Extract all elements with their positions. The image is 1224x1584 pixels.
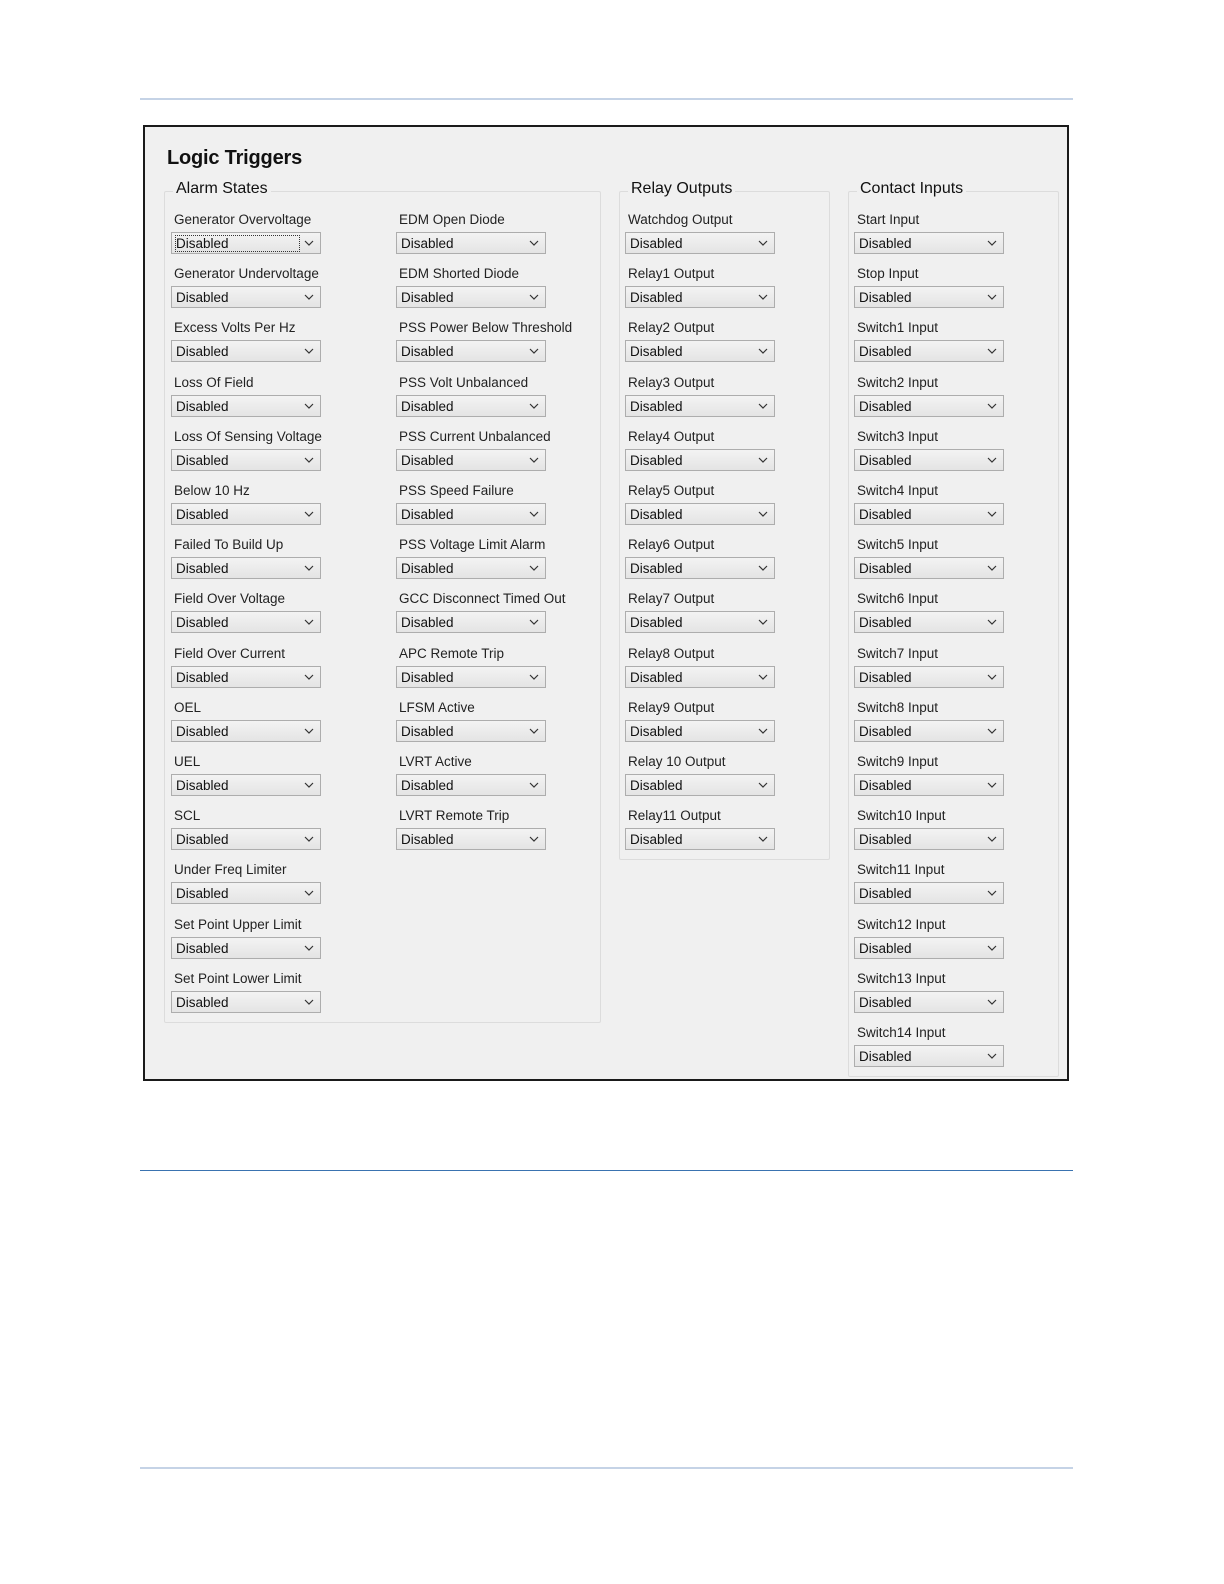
alarm-states-title: Alarm States	[173, 180, 271, 198]
field-generator-undervoltage	[174, 266, 404, 320]
relay1-output-dropdown[interactable]	[625, 286, 775, 308]
chevron-down-icon[interactable]	[529, 617, 539, 627]
dropdown-value: Disabled	[176, 561, 229, 577]
chevron-down-icon[interactable]	[987, 672, 997, 682]
dropdown-value: Disabled	[176, 669, 229, 685]
dropdown-value: Disabled	[176, 236, 299, 251]
chevron-down-icon[interactable]	[758, 834, 768, 844]
switch11-input-dropdown[interactable]	[854, 882, 1004, 904]
chevron-down-icon[interactable]	[987, 292, 997, 302]
field-relay9-output	[628, 700, 858, 754]
dropdown-value: Disabled	[176, 290, 229, 306]
contact-inputs-group	[848, 180, 1059, 1077]
field-pss-speed-failure	[399, 483, 629, 537]
field-relay-10-output	[628, 754, 858, 808]
dropdown-value: Disabled	[401, 669, 454, 685]
edm-shorted-diode-dropdown[interactable]	[396, 286, 546, 308]
field-label: Field Over Voltage	[174, 591, 286, 607]
chevron-down-icon[interactable]	[758, 455, 768, 465]
field-label: Switch11 Input	[857, 862, 945, 878]
pss-power-below-threshold-dropdown[interactable]	[396, 340, 546, 362]
field-label: Relay1 Output	[628, 266, 715, 282]
field-pss-power-below-threshold	[399, 320, 629, 374]
field-label: LVRT Remote Trip	[399, 808, 510, 824]
field-switch1-input	[857, 320, 1087, 374]
dropdown-value: Disabled	[859, 940, 912, 956]
chevron-down-icon[interactable]	[987, 997, 997, 1007]
field-label: Switch12 Input	[857, 916, 946, 932]
chevron-down-icon[interactable]	[529, 238, 539, 248]
switch5-input-dropdown[interactable]	[854, 557, 1004, 579]
field-label: Generator Overvoltage	[174, 212, 312, 227]
chevron-down-icon[interactable]	[758, 672, 768, 682]
field-label: Relay5 Output	[628, 483, 715, 498]
chevron-down-icon[interactable]	[987, 455, 997, 465]
dropdown-value: Disabled	[859, 832, 912, 848]
chevron-down-icon[interactable]	[529, 563, 539, 573]
pss-current-unbalanced-dropdown[interactable]	[396, 449, 546, 471]
dropdown-value: Disabled	[630, 723, 683, 739]
window-title: Logic Triggers	[167, 147, 303, 169]
under-freq-limiter-dropdown[interactable]	[171, 882, 321, 904]
relay-10-output-dropdown[interactable]	[625, 774, 775, 796]
uel-dropdown[interactable]	[171, 774, 321, 796]
switch2-input-dropdown[interactable]	[854, 395, 1004, 417]
field-label: Relay4 Output	[628, 428, 715, 444]
chevron-down-icon[interactable]	[758, 346, 768, 356]
dropdown-value: Disabled	[176, 994, 229, 1010]
chevron-down-icon[interactable]	[304, 292, 314, 302]
field-label: Under Freq Limiter	[174, 862, 287, 878]
dropdown-value: Disabled	[859, 1049, 912, 1064]
field-label: PSS Current Unbalanced	[399, 428, 551, 444]
chevron-down-icon[interactable]	[304, 455, 314, 465]
field-label: Switch14 Input	[857, 1025, 946, 1040]
field-label: Switch13 Input	[857, 970, 946, 986]
dropdown-value: Disabled	[630, 832, 683, 848]
field-label: Relay 10 Output	[628, 754, 726, 769]
dropdown-value: Disabled	[630, 507, 683, 522]
field-label: Failed To Build Up	[174, 537, 284, 553]
chevron-down-icon[interactable]	[304, 617, 314, 627]
field-watchdog-output	[628, 212, 858, 266]
generator-overvoltage-dropdown[interactable]	[171, 232, 321, 254]
field-label: Below 10 Hz	[174, 483, 250, 498]
chevron-down-icon[interactable]	[987, 888, 997, 898]
relay9-output-dropdown[interactable]	[625, 720, 775, 742]
field-edm-shorted-diode	[399, 266, 629, 320]
dropdown-value: Disabled	[859, 561, 912, 577]
field-label: Relay8 Output	[628, 645, 715, 661]
field-lvrt-active	[399, 754, 629, 808]
dropdown-value: Disabled	[630, 778, 683, 793]
field-below-10-hz	[174, 483, 404, 537]
field-excess-volts-per-hz	[174, 320, 404, 374]
dropdown-value: Disabled	[176, 723, 229, 739]
dropdown-value: Disabled	[176, 778, 229, 793]
switch8-input-dropdown[interactable]	[854, 720, 1004, 742]
field-scl	[174, 808, 404, 862]
field-gcc-disconnect-timed-out	[399, 591, 629, 645]
field-label: Switch8 Input	[857, 699, 939, 715]
dropdown-value: Disabled	[401, 344, 454, 360]
field-label: Relay6 Output	[628, 537, 715, 553]
set-point-upper-limit-dropdown[interactable]	[171, 937, 321, 959]
dropdown-value: Disabled	[630, 561, 683, 577]
dropdown-value: Disabled	[859, 778, 912, 793]
field-field-over-voltage	[174, 591, 404, 645]
field-label: Relay2 Output	[628, 320, 715, 336]
dropdown-value: Disabled	[176, 832, 229, 848]
field-switch3-input	[857, 429, 1087, 483]
chevron-down-icon[interactable]	[758, 726, 768, 736]
field-switch7-input	[857, 646, 1087, 700]
field-label: Switch10 Input	[857, 808, 946, 824]
header-rule	[140, 98, 1073, 100]
dropdown-value: Disabled	[859, 723, 912, 739]
switch13-input-dropdown[interactable]	[854, 991, 1004, 1013]
dropdown-value: Disabled	[176, 344, 229, 360]
dropdown-value: Disabled	[859, 398, 912, 414]
field-over-voltage-dropdown[interactable]	[171, 611, 321, 633]
field-label: Stop Input	[857, 266, 919, 282]
dropdown-value: Disabled	[401, 778, 454, 793]
field-label: GCC Disconnect Timed Out	[399, 591, 566, 607]
field-label: Relay11 Output	[628, 808, 721, 824]
below-10-hz-dropdown[interactable]	[171, 503, 321, 525]
dropdown-value: Disabled	[859, 236, 912, 251]
field-relay2-output	[628, 320, 858, 374]
field-label: SCL	[174, 808, 201, 824]
lvrt-remote-trip-dropdown[interactable]	[396, 828, 546, 850]
field-relay4-output	[628, 429, 858, 483]
field-switch8-input	[857, 700, 1087, 754]
excess-volts-per-hz-dropdown[interactable]	[171, 340, 321, 362]
dropdown-value: Disabled	[176, 886, 229, 902]
chevron-down-icon[interactable]	[529, 509, 539, 519]
field-generator-overvoltage	[174, 212, 404, 266]
field-label: EDM Shorted Diode	[399, 266, 520, 282]
relay-outputs-title: Relay Outputs	[628, 180, 735, 198]
section-rule	[140, 1170, 1073, 1171]
gcc-disconnect-timed-out-dropdown[interactable]	[396, 611, 546, 633]
chevron-down-icon[interactable]	[987, 346, 997, 356]
field-label: Generator Undervoltage	[174, 266, 319, 282]
field-loss-of-sensing-voltage	[174, 429, 404, 483]
chevron-down-icon[interactable]	[304, 509, 314, 519]
field-oel	[174, 700, 404, 754]
field-relay8-output	[628, 646, 858, 700]
field-relay1-output	[628, 266, 858, 320]
dropdown-value: Disabled	[401, 723, 454, 739]
switch4-input-dropdown[interactable]	[854, 503, 1004, 525]
field-under-freq-limiter	[174, 862, 404, 916]
lvrt-active-dropdown[interactable]	[396, 774, 546, 796]
chevron-down-icon[interactable]	[758, 238, 768, 248]
pss-volt-unbalanced-dropdown[interactable]	[396, 395, 546, 417]
field-lvrt-remote-trip	[399, 808, 629, 862]
relay-outputs-group	[619, 180, 830, 860]
field-switch12-input	[857, 917, 1087, 971]
chevron-down-icon[interactable]	[304, 943, 314, 953]
switch7-input-dropdown[interactable]	[854, 666, 1004, 688]
field-label: Set Point Lower Limit	[174, 970, 302, 986]
dropdown-value: Disabled	[859, 507, 912, 522]
field-relay7-output	[628, 591, 858, 645]
dropdown-value: Disabled	[630, 398, 683, 414]
field-set-point-upper-limit	[174, 917, 404, 971]
dropdown-value: Disabled	[859, 290, 912, 306]
field-switch10-input	[857, 808, 1087, 862]
dropdown-value: Disabled	[401, 832, 454, 848]
field-label: PSS Speed Failure	[399, 483, 514, 498]
field-label: OEL	[174, 699, 202, 715]
dropdown-value: Disabled	[630, 344, 683, 360]
field-label: PSS Voltage Limit Alarm	[399, 537, 546, 553]
dropdown-value: Disabled	[630, 290, 683, 306]
field-label: Relay9 Output	[628, 699, 715, 715]
contact-inputs-title: Contact Inputs	[857, 180, 966, 198]
dropdown-value: Disabled	[859, 669, 912, 685]
chevron-down-icon[interactable]	[987, 238, 997, 248]
field-switch13-input	[857, 971, 1087, 1025]
field-relay5-output	[628, 483, 858, 537]
loss-of-sensing-voltage-dropdown[interactable]	[171, 449, 321, 471]
watchdog-output-dropdown[interactable]	[625, 232, 775, 254]
switch14-input-dropdown[interactable]	[854, 1045, 1004, 1067]
relay5-output-dropdown[interactable]	[625, 503, 775, 525]
chevron-down-icon[interactable]	[529, 834, 539, 844]
dropdown-value: Disabled	[630, 236, 683, 251]
chevron-down-icon[interactable]	[304, 401, 314, 411]
field-label: Switch3 Input	[857, 428, 939, 444]
field-switch5-input	[857, 537, 1087, 591]
field-label: Excess Volts Per Hz	[174, 320, 296, 336]
field-label: Relay3 Output	[628, 374, 715, 390]
footer-rule	[140, 1467, 1073, 1469]
field-switch11-input	[857, 862, 1087, 916]
field-label: UEL	[174, 754, 201, 769]
dropdown-value: Disabled	[630, 452, 683, 468]
loss-of-field-dropdown[interactable]	[171, 395, 321, 417]
field-label: Loss Of Field	[174, 374, 254, 390]
switch3-input-dropdown[interactable]	[854, 449, 1004, 471]
relay3-output-dropdown[interactable]	[625, 395, 775, 417]
field-lfsm-active	[399, 700, 629, 754]
chevron-down-icon[interactable]	[987, 1051, 997, 1061]
field-pss-voltage-limit-alarm	[399, 537, 629, 591]
chevron-down-icon[interactable]	[304, 563, 314, 573]
field-label: Switch5 Input	[857, 537, 939, 553]
dropdown-value: Disabled	[859, 344, 912, 360]
field-apc-remote-trip	[399, 646, 629, 700]
chevron-down-icon[interactable]	[304, 726, 314, 736]
generator-undervoltage-dropdown[interactable]	[171, 286, 321, 308]
chevron-down-icon[interactable]	[304, 997, 314, 1007]
field-label: Watchdog Output	[628, 212, 733, 227]
field-start-input	[857, 212, 1087, 266]
relay4-output-dropdown[interactable]	[625, 449, 775, 471]
field-switch6-input	[857, 591, 1087, 645]
field-stop-input	[857, 266, 1087, 320]
chevron-down-icon[interactable]	[304, 238, 314, 248]
dropdown-value: Disabled	[401, 452, 454, 468]
field-over-current-dropdown[interactable]	[171, 666, 321, 688]
field-set-point-lower-limit	[174, 971, 404, 1025]
field-label: Switch6 Input	[857, 591, 939, 607]
chevron-down-icon[interactable]	[304, 780, 314, 790]
dropdown-value: Disabled	[176, 940, 229, 956]
field-switch4-input	[857, 483, 1087, 537]
chevron-down-icon[interactable]	[529, 292, 539, 302]
dropdown-value: Disabled	[630, 669, 683, 685]
chevron-down-icon[interactable]	[758, 292, 768, 302]
chevron-down-icon[interactable]	[529, 672, 539, 682]
chevron-down-icon[interactable]	[987, 401, 997, 411]
field-label: Switch1 Input	[857, 320, 939, 336]
chevron-down-icon[interactable]	[987, 726, 997, 736]
alarm-states-group	[164, 180, 601, 1023]
dropdown-value: Disabled	[401, 561, 454, 577]
field-relay11-output	[628, 808, 858, 862]
chevron-down-icon[interactable]	[987, 563, 997, 573]
chevron-down-icon[interactable]	[529, 346, 539, 356]
field-label: PSS Power Below Threshold	[399, 320, 573, 336]
dropdown-value: Disabled	[176, 452, 229, 468]
chevron-down-icon[interactable]	[987, 943, 997, 953]
switch1-input-dropdown[interactable]	[854, 340, 1004, 362]
relay11-output-dropdown[interactable]	[625, 828, 775, 850]
field-label: EDM Open Diode	[399, 212, 505, 227]
field-relay6-output	[628, 537, 858, 591]
chevron-down-icon[interactable]	[758, 401, 768, 411]
dropdown-value: Disabled	[859, 615, 912, 631]
dropdown-value: Disabled	[401, 290, 454, 306]
switch9-input-dropdown[interactable]	[854, 774, 1004, 796]
chevron-down-icon[interactable]	[529, 455, 539, 465]
failed-to-build-up-dropdown[interactable]	[171, 557, 321, 579]
field-label: Switch7 Input	[857, 645, 939, 661]
dropdown-value: Disabled	[401, 398, 454, 414]
switch6-input-dropdown[interactable]	[854, 611, 1004, 633]
pss-speed-failure-dropdown[interactable]	[396, 503, 546, 525]
field-label: LFSM Active	[399, 699, 475, 715]
chevron-down-icon[interactable]	[758, 563, 768, 573]
chevron-down-icon[interactable]	[304, 888, 314, 898]
field-label: Relay7 Output	[628, 591, 715, 607]
field-field-over-current	[174, 646, 404, 700]
chevron-down-icon[interactable]	[529, 726, 539, 736]
chevron-down-icon[interactable]	[758, 617, 768, 627]
field-label: APC Remote Trip	[399, 645, 505, 661]
pss-voltage-limit-alarm-dropdown[interactable]	[396, 557, 546, 579]
dropdown-value: Disabled	[401, 507, 454, 522]
field-label: Switch4 Input	[857, 483, 939, 498]
chevron-down-icon[interactable]	[987, 780, 997, 790]
dropdown-value: Disabled	[176, 398, 229, 414]
dropdown-value: Disabled	[859, 994, 912, 1010]
dropdown-value: Disabled	[176, 615, 229, 631]
field-label: LVRT Active	[399, 754, 472, 769]
field-switch14-input	[857, 1025, 1087, 1079]
edm-open-diode-dropdown[interactable]	[396, 232, 546, 254]
dropdown-value: Disabled	[401, 236, 454, 251]
field-pss-volt-unbalanced	[399, 375, 629, 429]
field-label: PSS Volt Unbalanced	[399, 374, 529, 390]
field-label: Field Over Current	[174, 645, 286, 661]
chevron-down-icon[interactable]	[529, 401, 539, 411]
chevron-down-icon[interactable]	[304, 672, 314, 682]
start-input-dropdown[interactable]	[854, 232, 1004, 254]
stop-input-dropdown[interactable]	[854, 286, 1004, 308]
chevron-down-icon[interactable]	[758, 780, 768, 790]
dropdown-value: Disabled	[859, 452, 912, 468]
chevron-down-icon[interactable]	[304, 346, 314, 356]
relay6-output-dropdown[interactable]	[625, 557, 775, 579]
field-label: Set Point Upper Limit	[174, 916, 302, 932]
chevron-down-icon[interactable]	[987, 617, 997, 627]
set-point-lower-limit-dropdown[interactable]	[171, 991, 321, 1013]
field-uel	[174, 754, 404, 808]
field-failed-to-build-up	[174, 537, 404, 591]
logic-triggers-window	[143, 125, 1069, 1081]
field-switch2-input	[857, 375, 1087, 429]
dropdown-value: Disabled	[176, 507, 229, 522]
field-edm-open-diode	[399, 212, 629, 266]
chevron-down-icon[interactable]	[529, 780, 539, 790]
field-pss-current-unbalanced	[399, 429, 629, 483]
apc-remote-trip-dropdown[interactable]	[396, 666, 546, 688]
field-label: Switch2 Input	[857, 374, 939, 390]
chevron-down-icon[interactable]	[304, 834, 314, 844]
scl-dropdown[interactable]	[171, 828, 321, 850]
dropdown-value: Disabled	[630, 615, 683, 631]
switch10-input-dropdown[interactable]	[854, 828, 1004, 850]
dropdown-value: Disabled	[859, 886, 912, 902]
field-label: Loss Of Sensing Voltage	[174, 428, 322, 444]
relay2-output-dropdown[interactable]	[625, 340, 775, 362]
chevron-down-icon[interactable]	[987, 509, 997, 519]
field-loss-of-field	[174, 375, 404, 429]
field-label: Start Input	[857, 212, 920, 227]
relay7-output-dropdown[interactable]	[625, 611, 775, 633]
chevron-down-icon[interactable]	[987, 834, 997, 844]
switch12-input-dropdown[interactable]	[854, 937, 1004, 959]
field-switch9-input	[857, 754, 1087, 808]
relay8-output-dropdown[interactable]	[625, 666, 775, 688]
lfsm-active-dropdown[interactable]	[396, 720, 546, 742]
dropdown-value: Disabled	[401, 615, 454, 631]
chevron-down-icon[interactable]	[758, 509, 768, 519]
oel-dropdown[interactable]	[171, 720, 321, 742]
field-label: Switch9 Input	[857, 754, 939, 769]
field-relay3-output	[628, 375, 858, 429]
